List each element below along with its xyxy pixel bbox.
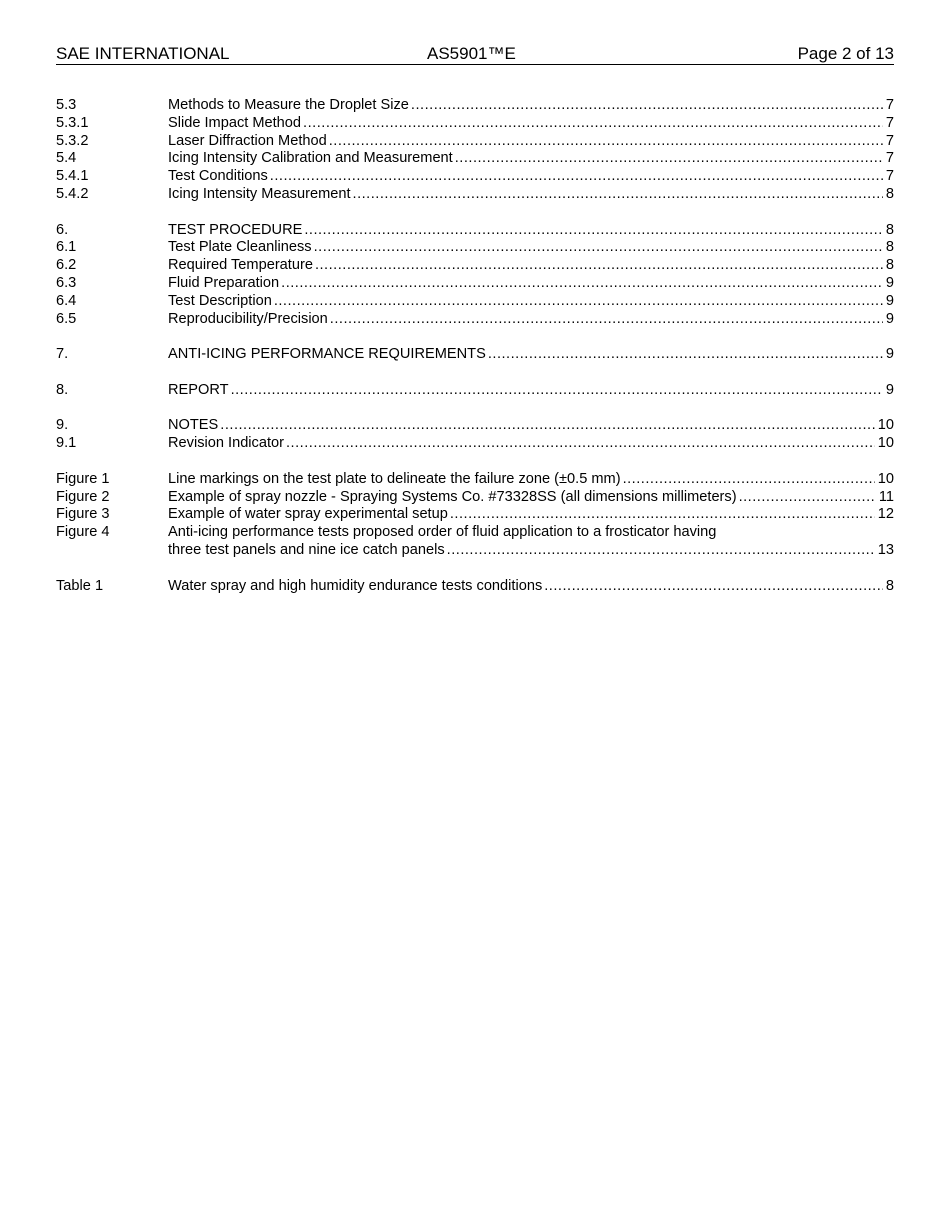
- toc-table-entry[interactable]: [56, 578, 894, 596]
- toc-page: 9: [885, 292, 894, 309]
- toc-leader: [220, 417, 874, 435]
- toc-title: Laser Diffraction Method: [168, 132, 327, 149]
- toc-figure-entry-continued[interactable]: [56, 542, 894, 560]
- toc-number: 6.: [56, 221, 69, 238]
- toc-leader: [450, 506, 875, 524]
- toc-leader: [455, 150, 883, 168]
- toc-title: Slide Impact Method: [168, 114, 302, 131]
- toc-leader: [303, 115, 883, 133]
- toc-title: Anti-icing performance tests proposed order of fluid application to a frosticator having: [168, 524, 717, 541]
- toc-title: Example of water spray experimental setup: [168, 506, 448, 523]
- toc-leader: [329, 133, 883, 151]
- toc-entry[interactable]: [56, 168, 894, 186]
- toc-page: 8: [885, 185, 894, 202]
- toc-leader: [304, 222, 883, 240]
- toc-leader: [447, 542, 875, 560]
- toc-title: Required Temperature: [168, 257, 313, 274]
- toc-page: 8: [885, 239, 894, 256]
- toc-page: 10: [877, 417, 894, 434]
- toc-title: Example of spray nozzle - Spraying Systems Co. #73328SS (all dimensions millimeters): [168, 488, 737, 505]
- toc-entry[interactable]: [56, 346, 894, 364]
- toc-page: 13: [877, 541, 894, 558]
- toc-number: 6.3: [56, 274, 77, 291]
- toc-page: 7: [885, 114, 894, 131]
- toc-page: 11: [878, 488, 894, 505]
- toc-leader: [314, 239, 883, 257]
- toc-title: TEST PROCEDURE: [168, 221, 303, 238]
- toc-leader: [274, 293, 883, 311]
- toc-page: 12: [877, 506, 894, 523]
- toc-number: Table 1: [56, 577, 104, 594]
- toc-number: 5.3: [56, 97, 77, 113]
- toc-title: Icing Intensity Measurement: [168, 185, 351, 202]
- toc-entry[interactable]: [56, 382, 894, 400]
- page-number: Page 2 of 13: [797, 44, 894, 63]
- toc-page: 10: [877, 470, 894, 487]
- toc-entry[interactable]: [56, 435, 894, 453]
- toc-page: 10: [877, 435, 894, 452]
- toc-leader: [286, 435, 875, 453]
- toc-number: 6.4: [56, 292, 77, 309]
- toc-figure-entry[interactable]: [56, 524, 894, 542]
- toc-number: Figure 3: [56, 506, 110, 523]
- toc-page: 7: [885, 168, 894, 185]
- toc-entry[interactable]: [56, 222, 894, 240]
- toc-page: 7: [885, 150, 894, 167]
- toc-number: 5.4.1: [56, 168, 89, 185]
- toc-title: ANTI-ICING PERFORMANCE REQUIREMENTS: [168, 346, 486, 363]
- toc-number: 6.2: [56, 257, 77, 274]
- toc-leader: [315, 257, 883, 275]
- toc-title: Methods to Measure the Droplet Size: [168, 97, 409, 113]
- toc-number: 5.4.2: [56, 185, 89, 202]
- toc-title: Test Description: [168, 292, 272, 309]
- toc-leader: [353, 186, 883, 204]
- toc-title: Line markings on the test plate to delineate the failure zone (±0.5 mm): [168, 470, 621, 487]
- toc-entry[interactable]: [56, 275, 894, 293]
- toc-leader: [488, 346, 883, 364]
- toc-figure-entry[interactable]: [56, 506, 894, 524]
- toc-page: 9: [885, 310, 894, 327]
- toc-entry[interactable]: [56, 186, 894, 204]
- toc-number: 7.: [56, 346, 69, 363]
- toc-page: 9: [885, 381, 894, 398]
- toc-leader: [270, 168, 883, 186]
- toc-number: 5.3.2: [56, 132, 89, 149]
- toc-title: Test Conditions: [168, 168, 268, 185]
- toc-title: Revision Indicator: [168, 435, 284, 452]
- toc-title: NOTES: [168, 417, 219, 434]
- toc-title: REPORT: [168, 381, 229, 398]
- toc-number: Figure 4: [56, 524, 110, 541]
- toc-figure-entry[interactable]: [56, 489, 894, 507]
- toc-entry[interactable]: [56, 97, 894, 115]
- toc-number: 9.1: [56, 435, 77, 452]
- document-id: AS5901™E: [427, 44, 516, 63]
- toc-entry[interactable]: [56, 133, 894, 151]
- toc-leader: [411, 97, 883, 115]
- toc-leader: [281, 275, 883, 293]
- toc-page: 9: [885, 346, 894, 363]
- toc-leader: [330, 311, 883, 329]
- toc-number: 8.: [56, 381, 69, 398]
- toc-entry[interactable]: [56, 115, 894, 133]
- toc-page: 7: [885, 132, 894, 149]
- toc-page: 8: [885, 577, 894, 594]
- table-of-contents: [56, 97, 894, 595]
- toc-title-continued: three test panels and nine ice catch panels: [168, 541, 445, 558]
- toc-page: 7: [885, 97, 894, 113]
- toc-leader: [623, 471, 875, 489]
- toc-entry[interactable]: [56, 150, 894, 168]
- toc-entry[interactable]: [56, 257, 894, 275]
- toc-page: 8: [885, 221, 894, 238]
- toc-number: Figure 1: [56, 470, 110, 487]
- toc-page: 9: [885, 274, 894, 291]
- toc-number: 6.5: [56, 310, 77, 327]
- toc-number: 9.: [56, 417, 69, 434]
- toc-leader: [231, 382, 883, 400]
- toc-number: 6.1: [56, 239, 77, 256]
- toc-page: 8: [885, 257, 894, 274]
- toc-title: Fluid Preparation: [168, 274, 280, 291]
- toc-number: Figure 2: [56, 488, 110, 505]
- toc-title: Icing Intensity Calibration and Measurement: [168, 150, 453, 167]
- toc-title: Water spray and high humidity endurance tests conditions: [168, 577, 543, 594]
- toc-entry[interactable]: [56, 293, 894, 311]
- toc-leader: [544, 578, 883, 596]
- toc-figure-entry[interactable]: [56, 471, 894, 489]
- publisher-name: SAE INTERNATIONAL: [56, 44, 230, 63]
- toc-title: Reproducibility/Precision: [168, 310, 328, 327]
- toc-entry[interactable]: [56, 417, 894, 435]
- toc-number: 5.4: [56, 150, 77, 167]
- toc-number: 5.3.1: [56, 114, 89, 131]
- toc-entry[interactable]: [56, 239, 894, 257]
- toc-title: Test Plate Cleanliness: [168, 239, 312, 256]
- toc-leader: [739, 489, 876, 507]
- toc-entry[interactable]: [56, 311, 894, 329]
- page-header: [56, 43, 894, 65]
